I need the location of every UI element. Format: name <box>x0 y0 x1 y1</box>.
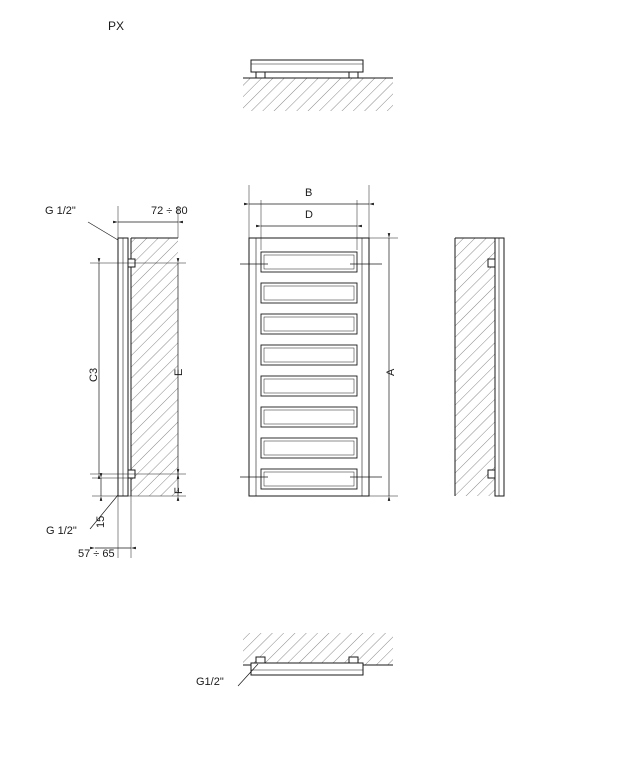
rail-7 <box>261 438 357 458</box>
front-view <box>240 185 398 496</box>
dimension-depth-bottom: 57 ÷ 65 <box>78 548 115 560</box>
dimension-b: B <box>305 187 313 199</box>
rail-4 <box>261 345 357 365</box>
drawing-title: PX <box>108 19 125 33</box>
top-view <box>243 60 393 111</box>
left-section-view <box>88 206 186 558</box>
bottom-view <box>238 633 393 686</box>
dimension-depth-top: 72 ÷ 80 <box>151 205 188 217</box>
dimension-c3: C3 <box>88 367 100 382</box>
dimension-offset-15: 15 <box>95 515 107 528</box>
rail-3 <box>261 314 357 334</box>
rail-2 <box>261 283 357 303</box>
dimension-f: F <box>173 487 185 494</box>
rail-1 <box>261 252 357 272</box>
dimension-d: D <box>305 209 313 221</box>
label-bottom-connection: G 1/2" <box>46 525 77 537</box>
label-bottom-view-connection: G1/2" <box>196 676 224 688</box>
dimension-a: A <box>385 368 397 376</box>
dimension-e: E <box>173 368 185 376</box>
right-section-view <box>455 238 504 496</box>
rail-5 <box>261 376 357 396</box>
rail-6 <box>261 407 357 427</box>
label-top-connection: G 1/2" <box>45 205 76 217</box>
rail-8 <box>261 469 357 489</box>
